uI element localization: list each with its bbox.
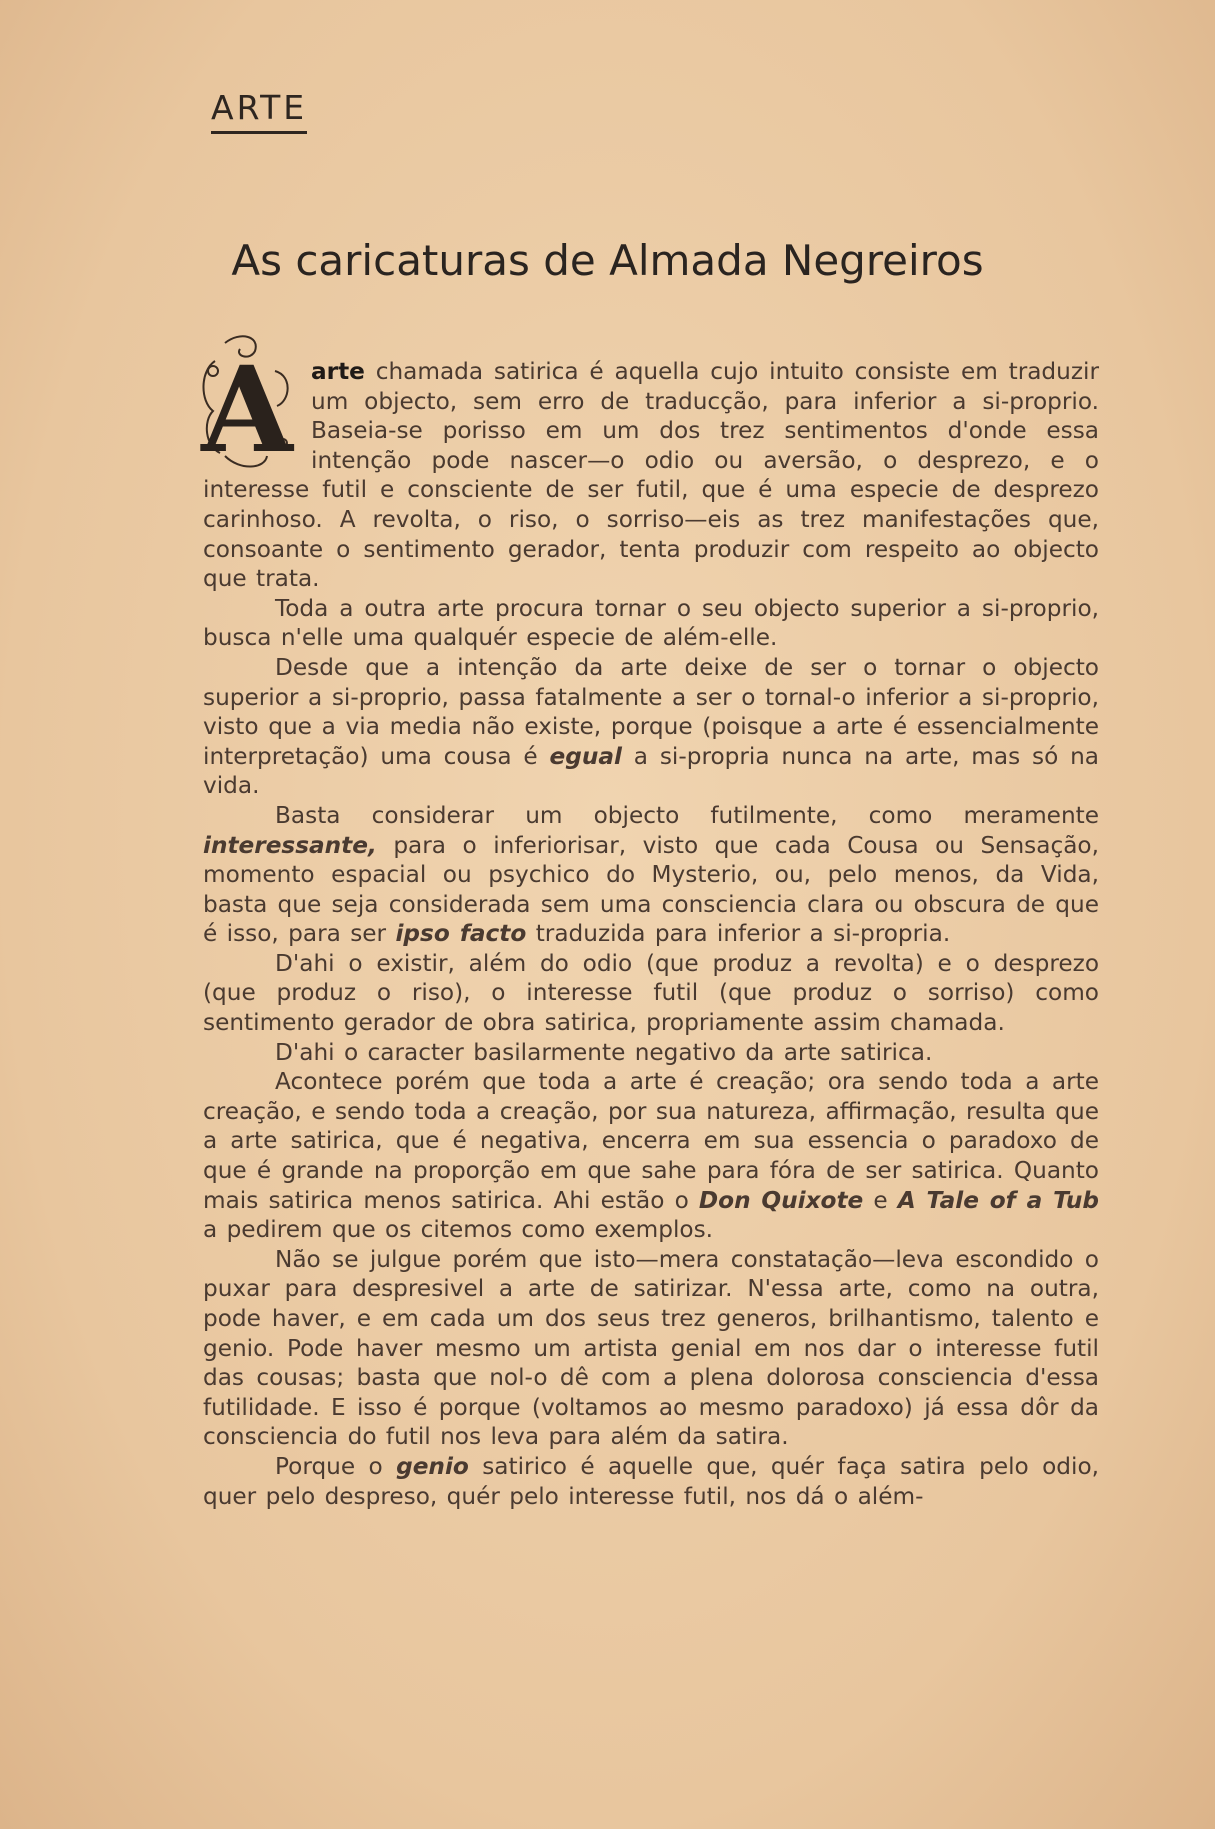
paragraph-8: Não se julgue porém que isto—mera constatação—leva escondido o puxar para despresivel a arte de satirizar. N'essa arte, como na outra, pode haver, e em cada um dos seus trez generos, brilhantismo, talento e genio. Pode haver mesmo um artista genial em nos dar o interesse futil das cousas; basta que nol-o dê com a plena dolorosa consciencia d'essa futilidade. E isso é porque (voltamos ao mesmo paradoxo) já essa dôr da consciencia do futil nos leva para além da satira. [203, 1245, 1099, 1451]
paragraph-4: Basta considerar um objecto futilmente, como meramente interessante, para o inferiorisar, visto que cada Cousa ou Sensação, momento espacial ou psychico do Mysterio, ou, pelo menos, da Vida, basta que seja considerada sem uma consciencia clara ou obscura de que é isso, para ser ipso facto traduzida para inferior a si-propria. [203, 801, 1099, 948]
section-label: ARTE [211, 88, 307, 134]
title-reference: Don Quixote [698, 1186, 864, 1214]
paragraph-5: D'ahi o existir, além do odio (que produz a revolta) e o desprezo (que produz o riso), o interesse futil (que produz o sorriso) como sentimento gerador de obra satirica, propriamente assim chamada. [203, 949, 1099, 1037]
emphasis: genio [396, 1452, 469, 1480]
paragraph-7: Acontece porém que toda a arte é creação; ora sendo toda a arte creação, e sendo toda a creação, por sua natureza, affirmação, resulta que a arte satirica, que é negativa, encerra em sua essencia o paradoxo de que é grande na proporção em que sahe para fóra de ser satirica. Quanto mais satirica menos satirica. Ahi estão o Don Quixote e A Tale of a Tub a pedirem que os citemos como exemplos. [203, 1068, 1099, 1244]
paragraph-6: D'ahi o caracter basilarmente negativo da arte satirica. [275, 1038, 933, 1066]
paragraph-1: arte chamada satirica é aquella cujo intuito consiste em traduzir um objecto, sem erro de traducção, para inferior a si-proprio. Baseia-se porisso em um dos trez sentimentos d'onde essa intenção pode nascer—o odio ou aversão, o desprezo, e o interesse futil e consciente de ser futil, que é uma especie de desprezo carinhoso. A revolta, o riso, o sorriso—eis as trez manifestações que, consoante o sentimento gerador, tenta produzir com respeito ao objecto que trata. [203, 358, 1099, 593]
title-reference: A Tale of a Tub [897, 1186, 1099, 1214]
paragraph-3: Desde que a intenção da arte deixe de ser o tornar o objecto superior a si-proprio, passa fatalmente a ser o tornal-o inferior a si-proprio, visto que a via media não existe, porque (poisque a arte é essencialmente interpretação) uma cousa é egual a si-propria nunca na arte, mas só na vida. [203, 653, 1099, 800]
lead-word: arte [311, 358, 365, 385]
ornamental-dropcap [195, 340, 299, 479]
emphasis: ipso facto [395, 920, 527, 948]
emphasis: egual [549, 742, 622, 770]
article-body [201, 340, 1099, 1511]
paragraph-2: Toda a outra arte procura tornar o seu objecto superior a si-proprio, busca n'elle uma qualquér especie de além-elle. [203, 594, 1099, 652]
dropcap-letter: A [201, 340, 293, 479]
paragraph-9: Porque o genio satirico é aquelle que, quér faça satira pelo odio, quer pelo despreso, quér pelo interesse futil, nos dá o além- [203, 1452, 1099, 1510]
article-title: As caricaturas de Almada Negreiros [231, 236, 984, 285]
emphasis: interessante, [203, 831, 377, 859]
